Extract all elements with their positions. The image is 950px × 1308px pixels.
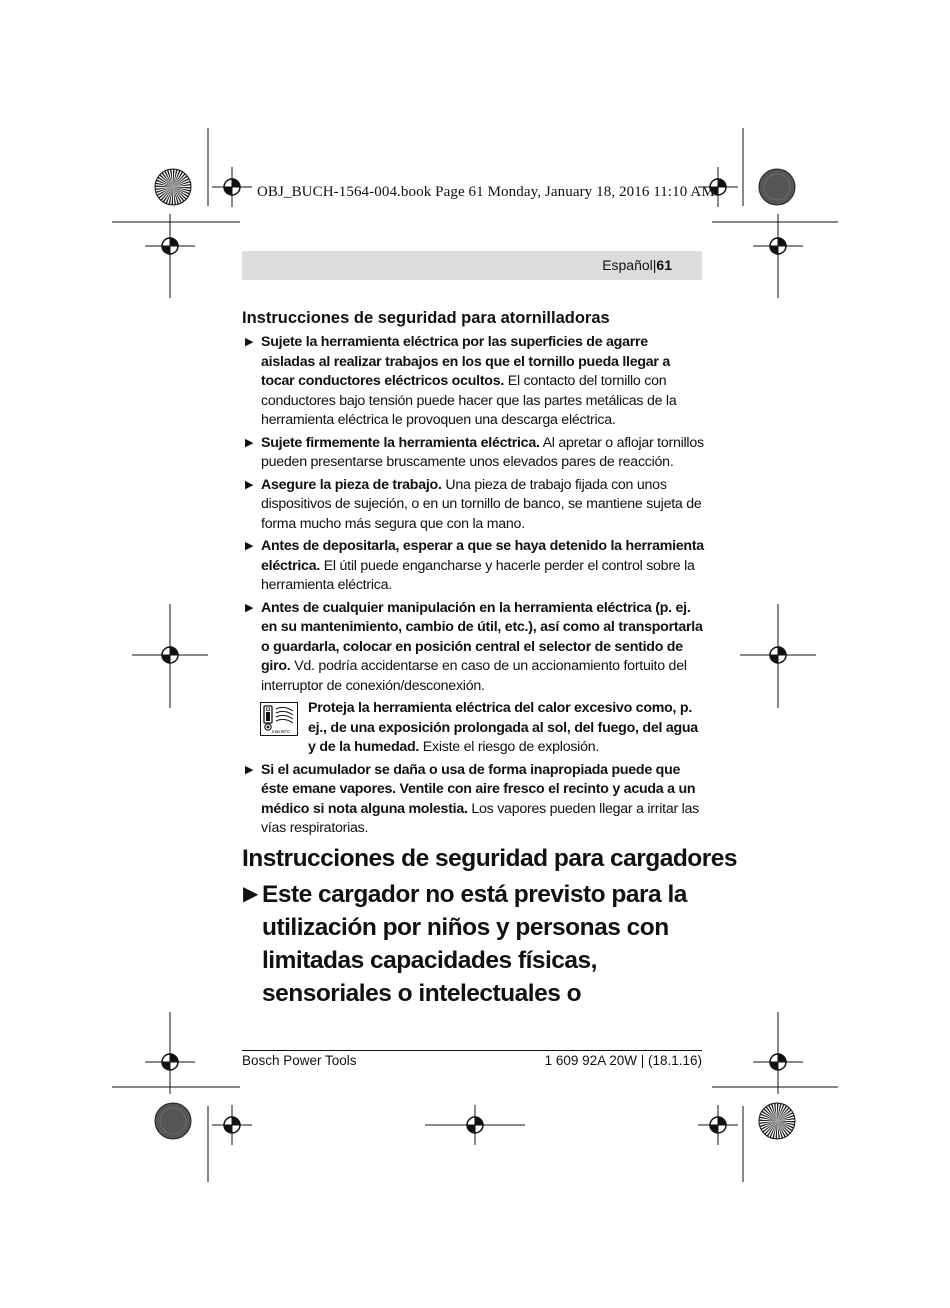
safety-item-text: Una pieza de trabajo fijada con unos dispositivos de sujeción, o en un tornillo de banco, se mantiene sujeta de forma mucho más segura que con la mano.: [261, 476, 702, 532]
safety-item: [243, 333, 705, 431]
charger-safety-text: Este cargador no está previsto para la utilización por niños y personas con limitadas capacidades físicas, sensoriales o intelectuales o: [262, 881, 687, 1007]
safety-item: [243, 761, 705, 839]
registration-quadrant: [475, 1117, 483, 1125]
registration-quadrant: [170, 1054, 178, 1062]
registration-quadrant: [232, 1117, 240, 1125]
safety-item-bold: Antes de cualquier manipulación en la herramienta eléctrica (p. ej. en su mantenimiento, cambio de útil, etc.), así como al transportarla o guardarla, colocar en posición central el selector de sentido de giro.: [261, 599, 703, 674]
registration-quadrant: [778, 1054, 786, 1062]
registration-quadrant: [170, 238, 178, 246]
safety-item-text: El contacto del tornillo con conductores bajo tensión puede hacer que las partes metálicas de la herramienta eléctrica le provoquen una descarga eléctrica.: [261, 373, 677, 428]
registration-quadrant: [162, 1062, 170, 1070]
registration-quadrant: [718, 1117, 726, 1125]
registration-quadrant: [224, 1125, 232, 1133]
registration-quadrant: [710, 1125, 718, 1133]
page-number: 61: [656, 257, 672, 273]
heat-protection-icon: [260, 702, 298, 736]
safety-item-text: Los vapores pueden llegar a irritar las vías respiratorias.: [261, 800, 700, 836]
heat-warning-text: Existe el riesgo de explosión.: [419, 739, 600, 755]
registration-quadrant: [170, 647, 178, 655]
section-title-chargers: Instrucciones de seguridad para cargadores: [242, 845, 738, 872]
safety-item-bold: Antes de depositarla, esperar a que se haya detenido la herramienta eléctrica.: [261, 538, 704, 574]
bullet-arrow-icon: ▶: [243, 883, 258, 905]
safety-item-text: El útil puede engancharse y hacerle perder el control sobre la herramienta eléctrica.: [261, 557, 695, 593]
registration-quadrant: [162, 246, 170, 254]
bullet-arrow-icon: ▶: [245, 540, 254, 552]
page-header-bar: [242, 251, 702, 280]
registration-quadrant: [467, 1125, 475, 1133]
bullet-arrow-icon: ▶: [245, 436, 254, 449]
footer-brand: Bosch Power Tools: [242, 1053, 357, 1068]
safety-item: [243, 434, 705, 473]
safety-item-text: Al apretar o aflojar tornillos pueden presentarse bruscamente unos elevados pares de reacción.: [261, 434, 704, 470]
safety-item: [243, 476, 705, 535]
bullet-arrow-icon: ▶: [245, 601, 254, 614]
safety-item-bold: Si el acumulador se daña o usa de forma inapropiada puede que éste emane vapores. Ventile con aire fresco el recinto y acuda a un médico si nota alguna molestia.: [261, 761, 696, 817]
safety-item-text: Vd. podría accidentarse en caso de un accionamiento fortuito del interruptor de conexión/desconexión.: [261, 658, 687, 694]
bullet-arrow-icon: ▶: [245, 763, 254, 776]
footer-doc-code: 1 609 92A 20W | (18.1.16): [544, 1053, 702, 1068]
registration-quadrant: [770, 246, 778, 254]
footer-divider: [242, 1050, 702, 1051]
header-separator: |: [652, 257, 657, 273]
registration-quadrant: [778, 647, 786, 655]
heat-warning: [243, 699, 705, 758]
registration-quadrant: [232, 179, 240, 187]
section-title-screwdrivers: Instrucciones de seguridad para atornilladoras: [242, 309, 610, 327]
print-info-line: OBJ_BUCH-1564-004.book Page 61 Monday, January 18, 2016 11:10 AM: [257, 184, 715, 200]
registration-quadrant: [162, 655, 170, 663]
safety-item-bold: Sujete firmemente la herramienta eléctrica.: [261, 434, 540, 451]
safety-item: [243, 599, 705, 697]
heat-warning-bold: Proteja la herramienta eléctrica del calor excesivo como, p. ej., de una exposición prolongada al sol, del fuego, del agua y de la humedad.: [308, 700, 698, 755]
registration-quadrant: [770, 655, 778, 663]
heat-icon-label: max.50°C: [271, 729, 291, 734]
safety-list-screwdrivers: [243, 333, 705, 842]
safety-item: [243, 537, 705, 596]
safety-item-bold: Sujete la herramienta eléctrica por las superficies de agarre aisladas al realizar trabajos en los que el tornillo pueda llegar a tocar conductores eléctricos ocultos.: [261, 334, 671, 389]
registration-quadrant: [718, 179, 726, 187]
bullet-arrow-icon: ▶: [245, 478, 254, 491]
charger-safety-item: [243, 878, 713, 1010]
page-header: [602, 257, 672, 273]
registration-quadrant: [770, 1062, 778, 1070]
safety-item-bold: Asegure la pieza de trabajo.: [261, 476, 442, 493]
header-language: Español: [602, 257, 653, 273]
registration-quadrant: [778, 238, 786, 246]
bullet-arrow-icon: ▶: [245, 336, 254, 348]
registration-quadrant: [224, 187, 232, 195]
